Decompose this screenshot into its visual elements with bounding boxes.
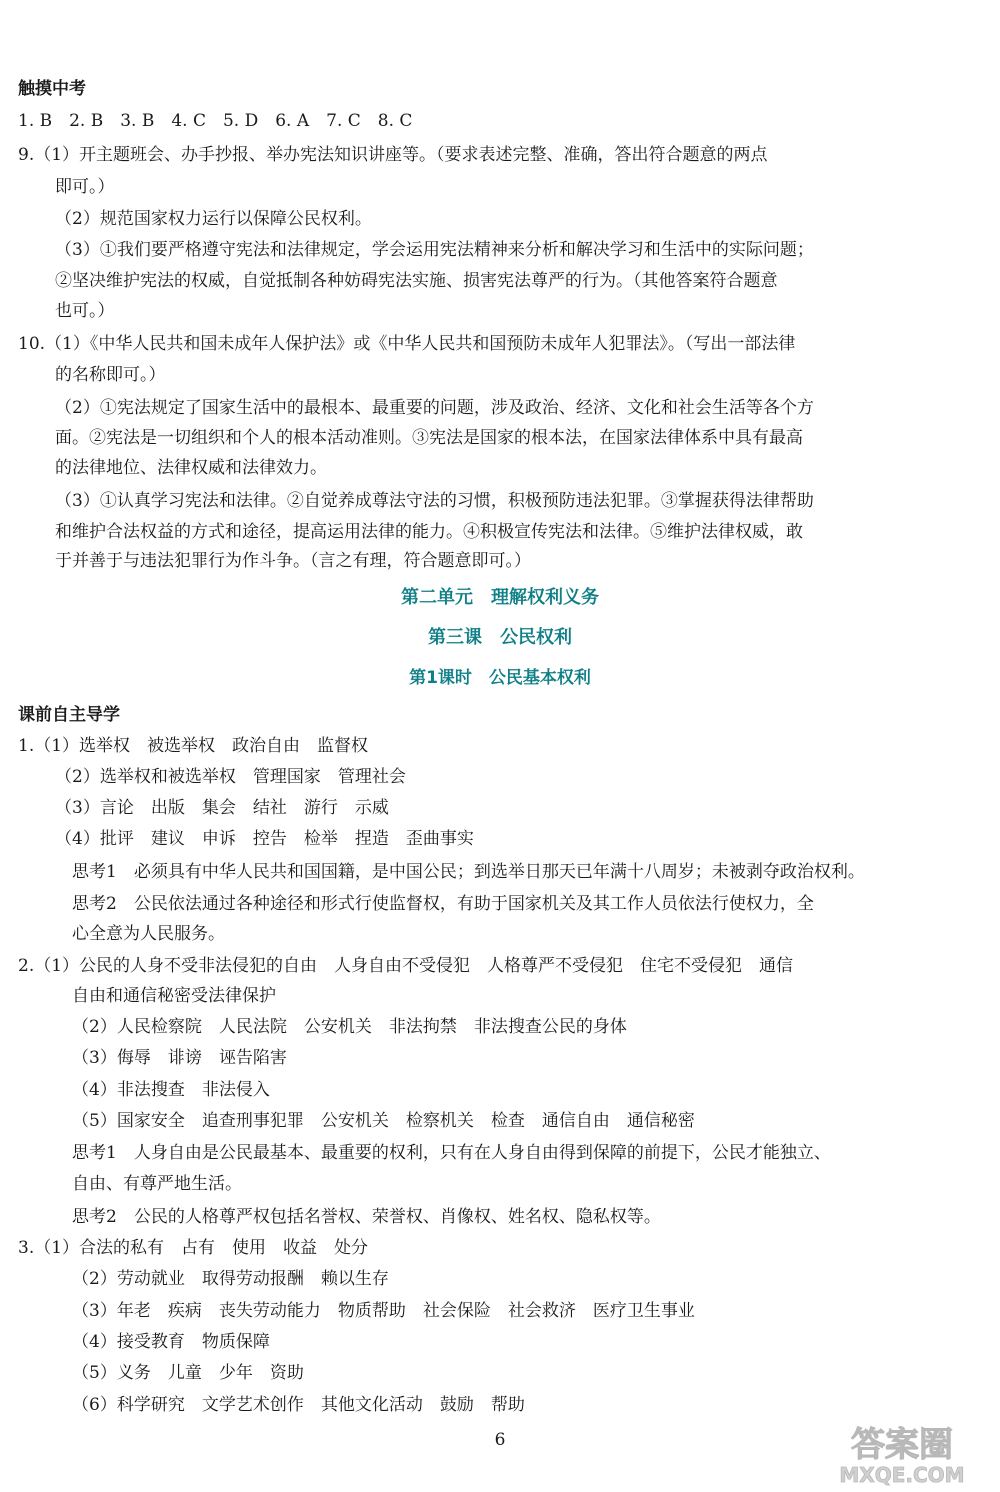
watermark-bottom: MXQE.COM [839,1463,965,1487]
answers-1-8: 1. B 2. B 3. B 4. C 5. D 6. A 7. C 8. C [18,111,413,131]
think-line: 自由、有尊严地生活。 [72,1174,242,1194]
s3-line: （5）义务 儿童 少年 资助 [72,1363,304,1383]
q9-line: 也可。） [55,301,115,321]
q9-line: 即可。） [55,177,115,197]
s1-line: 1.（1）选举权 被选举权 政治自由 监督权 [18,736,369,756]
s2-line: 自由和通信秘密受法律保护 [72,986,276,1006]
s1-line: （2）选举权和被选举权 管理国家 管理社会 [55,767,406,787]
q10-line: 的法律地位、法律权威和法律效力。 [55,458,327,478]
s2-line: （2）人民检察院 人民法院 公安机关 非法拘禁 非法搜查公民的身体 [72,1017,627,1037]
s3-line: （6）科学研究 文学艺术创作 其他文化活动 鼓励 帮助 [72,1395,525,1415]
s1-line: （4）批评 建议 申诉 控告 检举 捏造 歪曲事实 [55,829,474,849]
section-title-exam: 触摸中考 [18,79,86,99]
s2-line: 2.（1）公民的人身不受非法侵犯的自由 人身自由不受侵犯 人格尊严不受侵犯 住宅不受侵犯 通信 [18,956,794,976]
think-line: 心全意为人民服务。 [72,924,225,944]
think-line: 思考1 人身自由是公民最基本、最重要的权利，只有在人身自由得到保障的前提下，公民才能独立、 [72,1143,831,1163]
page-number: 6 [494,1430,506,1450]
q10-line: 10.（1）《中华人民共和国未成年人保护法》或《中华人民共和国预防未成年人犯罪法》。（写出一部法律 [18,334,796,354]
s3-line: 3.（1）合法的私有 占有 使用 收益 处分 [18,1238,369,1258]
s2-line: （5）国家安全 追查刑事犯罪 公安机关 检察机关 检查 通信自由 通信秘密 [72,1111,695,1131]
watermark-logo [812,1416,992,1488]
q10-line: 的名称即可。） [55,365,166,385]
s3-line: （3）年老 疾病 丧失劳动能力 物质帮助 社会保险 社会救济 医疗卫生事业 [72,1301,695,1321]
q9-line: （2）规范国家权力运行以保障公民权利。 [55,209,372,229]
s3-line: （2）劳动就业 取得劳动报酬 赖以生存 [72,1269,389,1289]
q10-line: 面。②宪法是一切组织和个人的根本活动准则。③宪法是国家的根本法，在国家法律体系中具有最高 [55,428,803,448]
unit-heading: 第二单元 理解权利义务 [401,587,599,608]
q9-line: ②坚决维护宪法的权威，自觉抵制各种妨碍宪法实施、损害宪法尊严的行为。（其他答案符合题意 [55,271,778,291]
q9-line: 9.（1）开主题班会、办手抄报、举办宪法知识讲座等。（要求表述完整、准确，答出符合题意的两点 [18,145,768,165]
q10-line: 于并善于与违法犯罪行为作斗争。（言之有理，符合题意即可。） [55,551,531,571]
q10-line: （2）①宪法规定了国家生活中的最根本、最重要的问题，涉及政治、经济、文化和社会生活等各个方 [55,398,814,418]
s2-line: （4）非法搜查 非法侵入 [72,1080,270,1100]
lesson-heading: 第三课 公民权利 [428,627,572,648]
q10-line: （3）①认真学习宪法和法律。②自觉养成尊法守法的习惯，积极预防违法犯罪。③掌握获得法律帮助 [55,491,814,511]
s1-line: （3）言论 出版 集会 结社 游行 示威 [55,798,389,818]
think-line: 思考2 公民的人格尊严权包括名誉权、荣誉权、肖像权、姓名权、隐私权等。 [72,1207,661,1227]
s2-line: （3）侮辱 诽谤 诬告陷害 [72,1048,287,1068]
section-title-preview: 课前自主导学 [18,705,120,725]
period-heading: 第1课时 公民基本权利 [409,668,591,688]
think-line: 思考2 公民依法通过各种途径和形式行使监督权，有助于国家机关及其工作人员依法行使权力，全 [72,894,814,914]
watermark-top: 答案圈 [851,1425,953,1465]
think-line: 思考1 必须具有中华人民共和国国籍，是中国公民；到选举日那天已年满十八周岁；未被剥夺政治权利。 [72,862,865,882]
s3-line: （4）接受教育 物质保障 [72,1332,270,1352]
q10-line: 和维护合法权益的方式和途径，提高运用法律的能力。④积极宣传宪法和法律。⑤维护法律权威，敢 [55,522,803,542]
q9-line: （3）①我们要严格遵守宪法和法律规定，学会运用宪法精神来分析和解决学习和生活中的实际问题； [55,240,814,260]
